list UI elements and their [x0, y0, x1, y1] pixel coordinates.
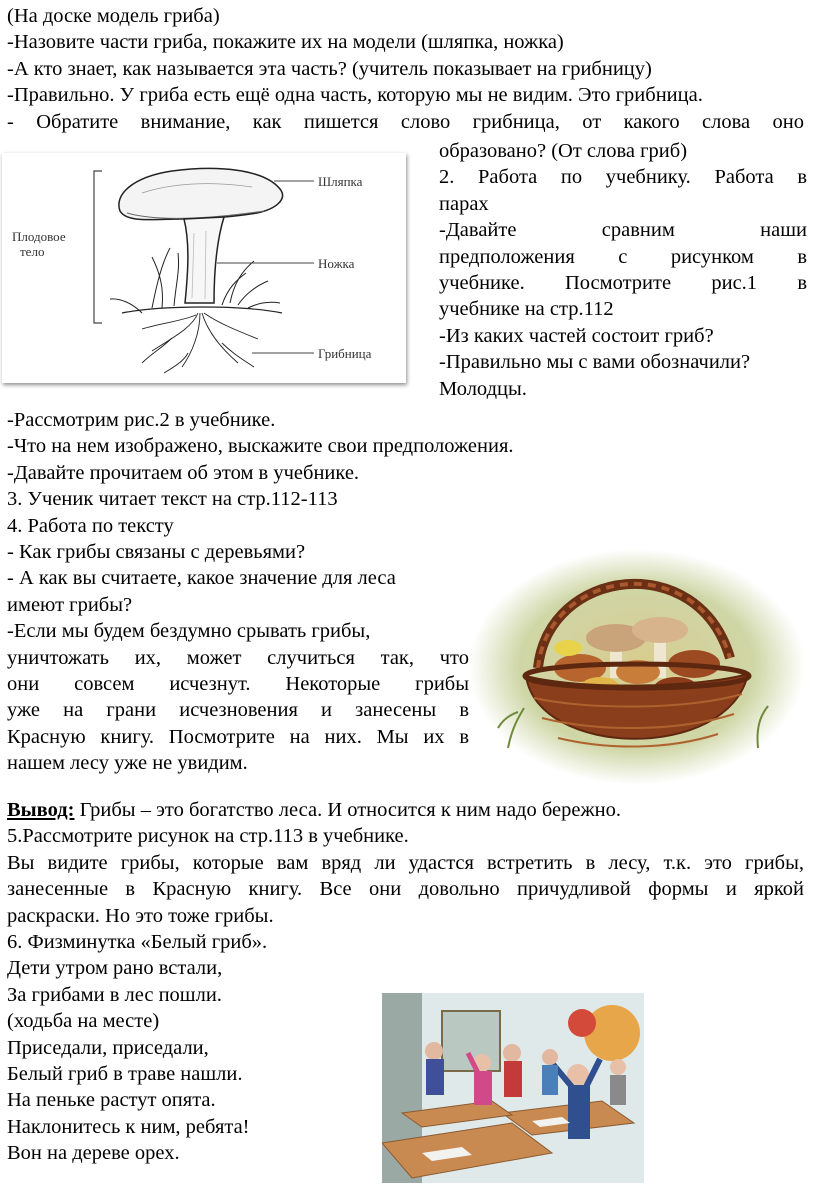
poem-line: Наклонитесь к ним, ребята!	[7, 1115, 250, 1138]
bottom-line: 5.Рассмотрите рисунок на стр.113 в учебнике.	[7, 825, 409, 848]
discussion-line: - А как вы считаете, какое значение для леса	[7, 567, 396, 590]
intro-line: - Обратите внимание, как пишется слово грибница, от какого слова оно	[7, 110, 804, 133]
mushroom-diagram-svg	[2, 153, 406, 383]
poem-line: Вон на дереве орех.	[7, 1142, 180, 1165]
poem-line: На пеньке растут опята.	[7, 1089, 216, 1112]
right-column-text	[439, 138, 807, 402]
intro-line: (На доске модель гриба)	[7, 5, 220, 27]
middle-lines	[7, 407, 514, 539]
poem-block	[7, 929, 267, 1167]
bottom-line: Вы видите грибы, которые вам вряд ли удастся встретить в лесу, т.к. это грибы,	[7, 851, 804, 874]
poem-line: За грибами в лес пошли.	[7, 983, 222, 1006]
right-line: учебнике. Посмотрите рис.1 в	[439, 271, 807, 294]
middle-line: 4. Работа по тексту	[7, 514, 174, 537]
stem-label: Ножка	[318, 256, 355, 271]
bottom-line: раскраски. Но это тоже грибы.	[7, 904, 274, 927]
discussion-line: уже на грани исчезновения и занесены в	[7, 699, 469, 722]
conclusion-text: Грибы – это богатство леса. И относится к ним надо бережно.	[74, 799, 621, 821]
discussion-line: Красную книгу. Посмотрите на них. Мы их в	[7, 725, 469, 748]
mushroom-diagram	[2, 153, 406, 383]
soil-line	[122, 307, 282, 313]
basket-svg	[468, 548, 806, 786]
discussion-line: - Как грибы связаны с деревьями?	[7, 541, 306, 563]
mycelium-label: Грибница	[318, 346, 372, 361]
intro-line: -А кто знает, как называется эта часть? (учитель показывает на грибницу)	[7, 57, 652, 80]
right-line: Молодцы.	[439, 377, 527, 400]
right-line: предположения с рисунком в	[439, 245, 807, 268]
conclusion-label: Вывод:	[7, 799, 75, 821]
discussion-line: они совсем исчезнут. Некоторые грибы	[7, 672, 469, 695]
right-line: -Давайте сравним наши	[439, 219, 807, 242]
mycelium-drawing	[142, 313, 258, 373]
middle-line: -Что на нем изображено, выскажите свои предположения.	[7, 435, 514, 458]
right-line: учебнике на стр.112	[439, 298, 614, 321]
wall-decoration	[584, 1005, 640, 1061]
right-line: -Из каких частей состоит гриб?	[439, 324, 714, 347]
mushroom-basket-picture	[468, 548, 806, 786]
stem-drawing	[184, 217, 224, 303]
fruit-body-label-2: тело	[20, 244, 45, 259]
classroom-exercise-photo	[382, 993, 644, 1183]
right-line: парах	[439, 192, 489, 215]
classroom-svg	[382, 993, 644, 1183]
poem-line: (ходьба на месте)	[7, 1010, 160, 1033]
cap-label: Шляпка	[318, 174, 363, 189]
intro-line: -Правильно. У гриба есть ещё одна часть, которую мы не видим. Это грибница.	[7, 84, 703, 107]
poem-line: 6. Физминутка «Белый гриб».	[7, 931, 268, 953]
intro-line: -Назовите части гриба, покажите их на модели (шляпка, ножка)	[7, 31, 564, 54]
right-line: образовано? (От слова гриб)	[439, 140, 688, 162]
middle-line: -Рассмотрим рис.2 в учебнике.	[7, 409, 276, 431]
intro-lines	[7, 3, 804, 135]
wall-decoration-2	[568, 1009, 596, 1037]
discussion-line: -Если мы будем бездумно срывать грибы,	[7, 620, 371, 643]
fruit-body-label-1: Плодовое	[12, 229, 66, 244]
discussion-line: уничтожать их, может случиться так, что	[7, 646, 469, 669]
poem-line: Приседали, приседали,	[7, 1036, 209, 1059]
right-line: -Правильно мы с вами обозначили?	[439, 351, 751, 374]
discussion-lines	[7, 539, 469, 777]
discussion-line: имеют грибы?	[7, 593, 133, 616]
conclusion-line	[7, 797, 804, 823]
discussion-line: нашем лесу уже не увидим.	[7, 752, 248, 775]
right-line: 2. Работа по учебнику. Работа в	[439, 166, 807, 189]
bracket-line	[94, 171, 102, 323]
poem-line: Белый гриб в траве нашли.	[7, 1062, 243, 1085]
bottom-line: занесенные в Красную книгу. Все они довольно причудливой формы и яркой	[7, 878, 804, 901]
poem-line: Дети утром рано встали,	[7, 957, 223, 980]
middle-line: 3. Ученик читает текст на стр.112-113	[7, 488, 338, 511]
bottom-lines	[7, 797, 804, 929]
middle-line: -Давайте прочитаем об этом в учебнике.	[7, 461, 360, 484]
